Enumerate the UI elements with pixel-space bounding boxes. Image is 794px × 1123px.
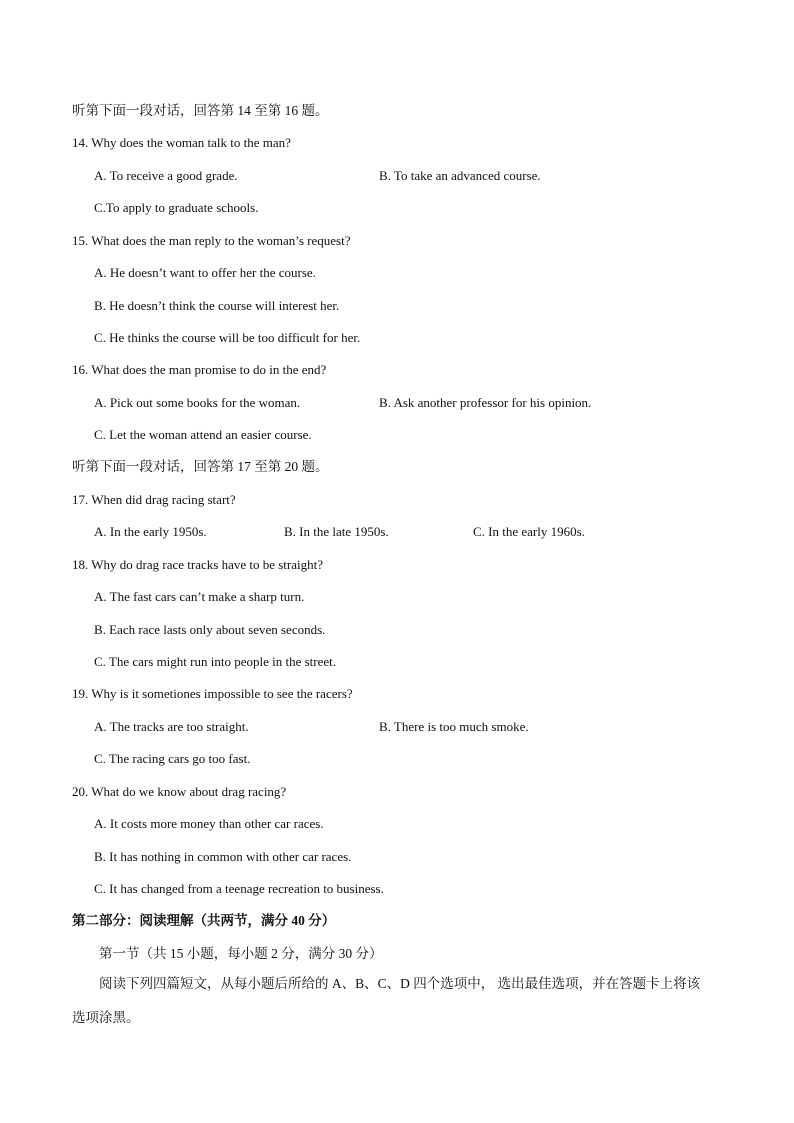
question-16-option-a: A. Pick out some books for the woman. [94, 395, 301, 410]
question-17-option-c: C. In the early 1960s. [473, 524, 585, 539]
question-18-stem: 18. Why do drag race tracks have to be straight? [72, 557, 323, 572]
listening-header-17-20: 听第下面一段对话，回答第 17 至第 20 题。 [72, 459, 329, 474]
question-20-option-a: A. It costs more money than other car races. [94, 816, 324, 831]
question-17-option-b: B. In the late 1950s. [284, 524, 389, 539]
part2-instruction-line2: 选项涂黑。 [72, 1010, 140, 1025]
question-19-stem: 19. Why is it sometiones impossible to see the racers? [72, 686, 353, 701]
question-20-stem: 20. What do we know about drag racing? [72, 784, 287, 799]
question-19-option-a: A. The tracks are too straight. [94, 719, 249, 734]
question-14-option-b: B. To take an advanced course. [379, 168, 541, 183]
question-14-option-a: A. To receive a good grade. [94, 168, 238, 183]
question-15-option-a: A. He doesn’t want to offer her the course. [94, 265, 316, 280]
question-18-option-c: C. The cars might run into people in the street. [94, 654, 337, 669]
part2-title: 第二部分：阅读理解（共两节，满分 40 分） [72, 913, 336, 928]
question-20-option-b: B. It has nothing in common with other car races. [94, 849, 352, 864]
question-19-option-b: B. There is too much smoke. [379, 719, 529, 734]
listening-header-14-16: 听第下面一段对话，回答第 14 至第 16 题。 [72, 103, 329, 118]
question-15-option-c: C. He thinks the course will be too difficult for her. [94, 330, 361, 345]
question-14-option-c: C.To apply to graduate schools. [94, 200, 259, 215]
question-20-option-c: C. It has changed from a teenage recreation to business. [94, 881, 384, 896]
question-16-stem: 16. What does the man promise to do in the end? [72, 362, 327, 377]
question-19-option-c: C. The racing cars go too fast. [94, 751, 251, 766]
question-18-option-a: A. The fast cars can’t make a sharp turn. [94, 589, 305, 604]
question-15-option-b: B. He doesn’t think the course will interest her. [94, 298, 340, 313]
question-16-option-b: B. Ask another professor for his opinion. [379, 395, 592, 410]
question-15-stem: 15. What does the man reply to the woman’s request? [72, 233, 351, 248]
part2-instruction-line1: 阅读下列四篇短文，从每小题后所给的 A、B、C、D 四个选项中， 选出最佳选项，并在答题卡上将该 [99, 976, 701, 991]
question-16-option-c: C. Let the woman attend an easier course. [94, 427, 312, 442]
question-18-option-b: B. Each race lasts only about seven seconds. [94, 622, 326, 637]
part2-section1-heading: 第一节（共 15 小题，每小题 2 分，满分 30 分） [99, 946, 383, 961]
question-14-stem: 14. Why does the woman talk to the man? [72, 135, 291, 150]
question-17-option-a: A. In the early 1950s. [94, 524, 207, 539]
question-17-stem: 17. When did drag racing start? [72, 492, 236, 507]
